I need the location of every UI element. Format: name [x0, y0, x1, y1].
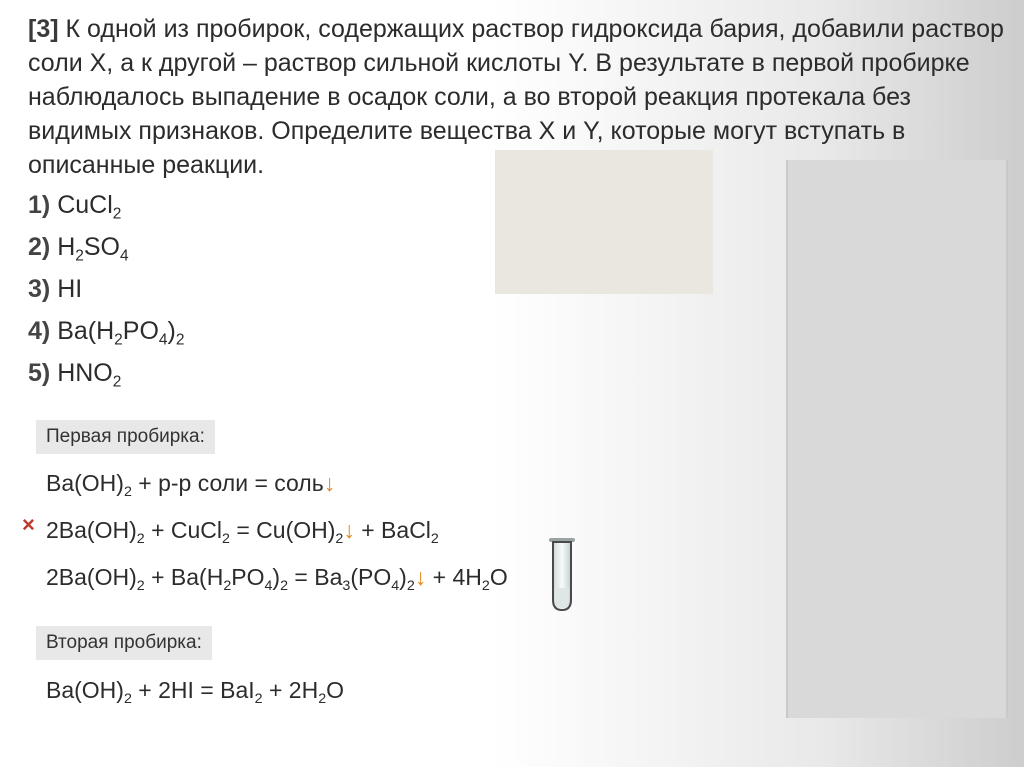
option-2[interactable] — [28, 226, 184, 268]
option-formula: $Ba(H_2PO_4)_2$ — [57, 317, 185, 349]
option-formula: $HNO_2$ — [57, 359, 122, 391]
option-1[interactable] — [28, 184, 184, 226]
option-formula: CuCl$_2$ — [57, 191, 122, 223]
question-body: К одной из пробирок, содержащих раствор гидроксида бария, добавили раствор соли X, а к другой – раствор сильной кислоты Y. В результате в первой пробирке наблюдалось выпадение в осадок соли, а во второй реакция протекала без видимых признаков. Определите вещества X и Y, которые могут вступать в описанные реакции. — [28, 15, 1004, 179]
precipitate-arrow-icon: ↓ — [343, 517, 355, 543]
second-tube-equation: $Ba(OH)_2 + 2HI = BaI_2 + 2H_2O$ — [46, 677, 345, 707]
first-tube-equation-cucl2: $2Ba(OH)_2$ + CuCl$_2$ = $Cu(OH)_2↓$ + BaCl$_2$ — [46, 517, 439, 547]
option-3[interactable] — [28, 268, 184, 310]
question-number: [3] — [28, 15, 59, 43]
answer-options — [28, 184, 184, 394]
second-tube-label: Вторая пробирка: — [36, 626, 212, 660]
first-tube-equation-phosphate: $2Ba(OH)_2 + Ba(H_2PO_4)_2$ = $Ba_3(PO_4)_2↓ + 4H_2O$ — [46, 564, 508, 594]
test-tube-icon — [546, 536, 578, 614]
option-number: 2) — [28, 233, 51, 261]
first-tube-label: Первая пробирка: — [36, 420, 215, 454]
option-number: 4) — [28, 317, 51, 345]
option-5[interactable] — [28, 352, 184, 394]
option-formula: HI — [57, 275, 83, 303]
option-number: 5) — [28, 359, 51, 387]
question-text — [28, 12, 1008, 182]
option-number: 3) — [28, 275, 51, 303]
precipitate-arrow-icon: ↓ — [323, 470, 336, 496]
side-panel — [786, 160, 1008, 718]
option-formula: $H_2SO_4$ — [57, 233, 129, 265]
precipitate-arrow-icon: ↓ — [414, 564, 427, 590]
wrong-mark-icon: × — [22, 512, 35, 537]
option-number: 1) — [28, 191, 51, 219]
first-tube-equation-general: $Ba(OH)_2 + р-р$ соли = соль↓ — [46, 470, 336, 500]
option-4[interactable] — [28, 310, 184, 352]
